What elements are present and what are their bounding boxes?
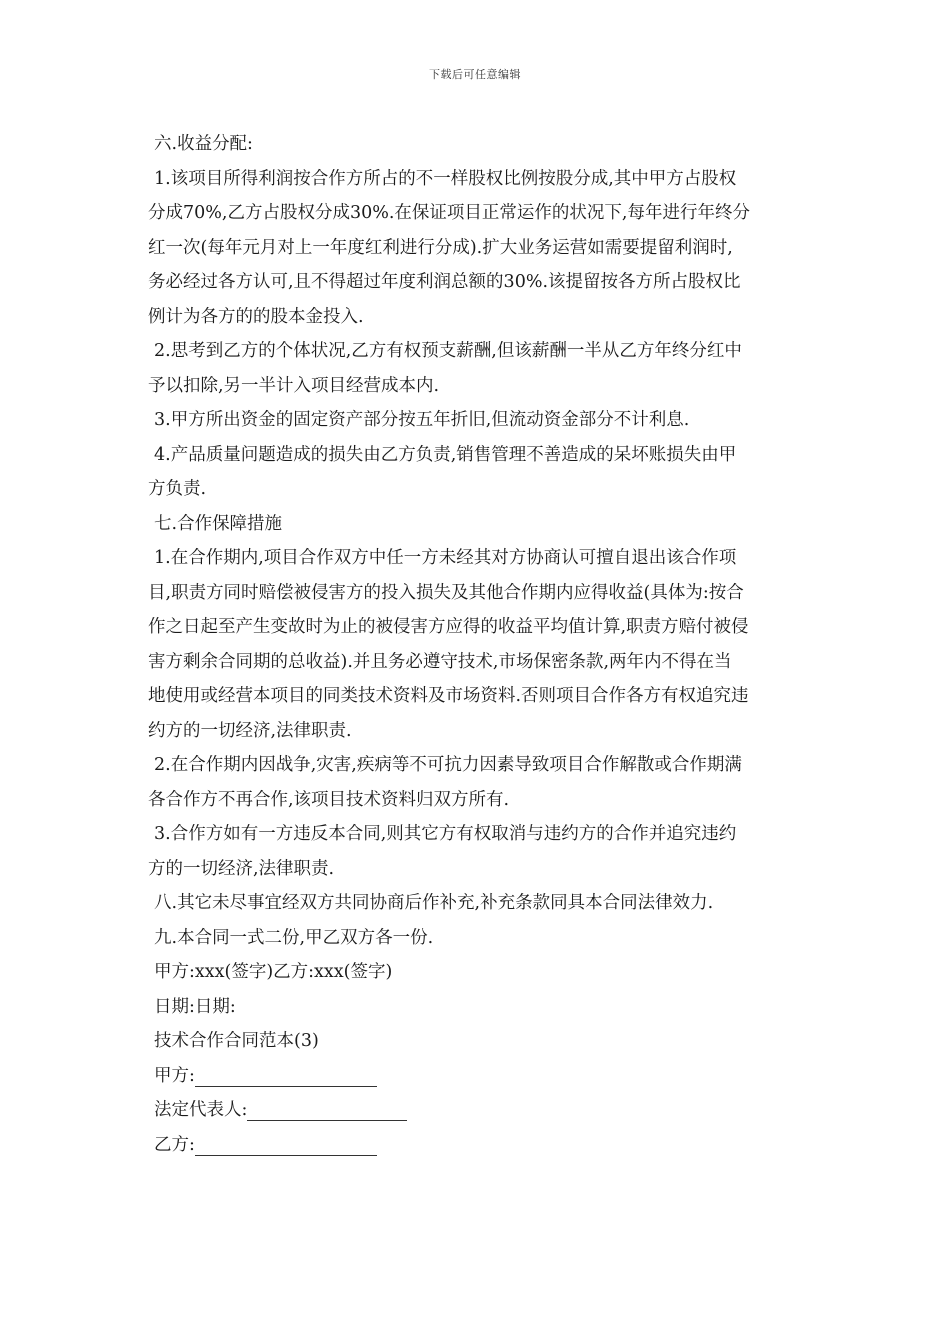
paragraph-line: 4.产品质量问题造成的损失由乙方负责,销售管理不善造成的呆坏账损失由甲 [154,444,737,465]
paragraph-line: 方负责. [148,479,207,499]
section-seven-heading: 七.合作保障措施 [154,513,283,534]
signature-line: 甲方:xxx(签字)乙方:xxx(签字) [154,962,393,982]
paragraph-line: 害方剩余合同期的总收益).并且务必遵守技术,市场保密条款,两年内不得在当 [148,651,732,672]
section-nine-line: 九.本合同一式二份,甲乙双方各一份. [154,927,434,948]
party-b-blank [195,1135,377,1156]
paragraph-line: 地使用或经营本项目的同类技术资料及市场资料.否则项目合作各方有权追究违 [148,686,749,706]
paragraph-line: 目,职责方同时赔偿被侵害方的投入损失及其他合作期内应得收益(具体为:按合 [148,582,744,603]
template-title: 技术合作合同范本(3) [154,1031,319,1051]
legal-rep-blank [247,1100,407,1121]
paragraph-line: 分成70%,乙方占股权分成30%.在保证项目正常运作的状况下,每年进行年终分 [148,203,750,223]
paragraph-line: 例计为各方的的股本金投入. [148,306,364,327]
legal-rep-label: 法定代表人: [154,1100,248,1120]
paragraph-line: 2.在合作期内因战争,灾害,疾病等不可抗力因素导致项目合作解散或合作期满 [154,755,742,775]
date-line: 日期:日期: [154,996,236,1017]
paragraph-line: 3.合作方如有一方违反本合同,则其它方有权取消与违约方的合作并追究违约 [154,824,737,844]
paragraph-line: 3.甲方所出资金的固定资产部分按五年折旧,但流动资金部分不计利息. [154,410,690,430]
paragraph-line: 约方的一切经济,法律职责. [148,720,352,741]
header-note: 下载后可任意编辑 [429,68,521,81]
paragraph-line: 务必经过各方认可,且不得超过年度利润总额的30%.该提留按各方所占股权比 [148,272,741,292]
paragraph-line: 1.该项目所得利润按合作方所占的不一样股权比例按股分成,其中甲方占股权 [154,168,737,189]
party-a-field [148,1059,812,1094]
party-b-field [148,1128,812,1163]
legal-rep-field [148,1093,812,1128]
party-a-blank [195,1066,377,1087]
party-b-label: 乙方: [154,1134,195,1155]
paragraph-line: 红一次(每年元月对上一年度红利进行分成).扩大业务运营如需要提留利润时, [148,237,733,258]
party-a-label: 甲方: [154,1065,195,1086]
paragraph-line: 2.思考到乙方的个体状况,乙方有权预支薪酬,但该薪酬一半从乙方年终分红中 [154,341,742,361]
document-body [148,127,812,1162]
paragraph-line: 1.在合作期内,项目合作双方中任一方未经其对方协商认可擅自退出该合作项 [154,548,737,568]
paragraph-line: 方的一切经济,法律职责. [148,858,335,879]
paragraph-line: 作之日起至产生变故时为止的被侵害方应得的收益平均值计算,职责方赔付被侵 [148,617,749,637]
paragraph-line: 各合作方不再合作,该项目技术资料归双方所有. [148,789,510,810]
paragraph-line: 予以扣除,另一半计入项目经营成本内. [148,375,440,396]
section-eight-line: 八.其它未尽事宜经双方共同协商后作补充,补充条款同具本合同法律效力. [154,893,714,913]
section-six-heading: 六.收益分配: [154,134,253,154]
